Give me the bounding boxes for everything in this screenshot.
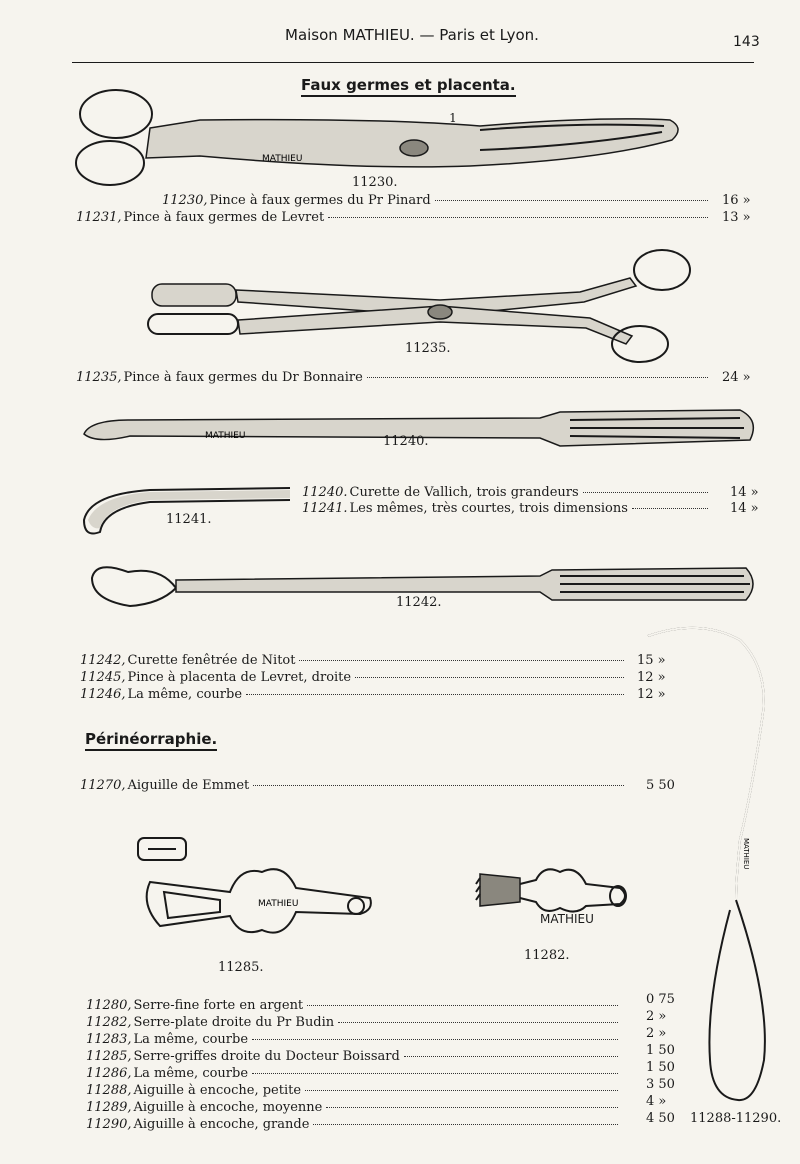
list-item [86, 1015, 622, 1031]
scale-numerator: 1 [449, 111, 457, 125]
entry-number: 11282, [86, 1015, 132, 1030]
leader-dots [305, 1090, 618, 1091]
entry-number: 11270, [80, 778, 126, 793]
entry-label: Curette fenêtrée de Nitot [127, 653, 296, 668]
leader-dots [338, 1022, 618, 1023]
entry-label: La même, courbe [133, 1032, 249, 1047]
leader-dots [252, 1039, 618, 1040]
list-item [86, 998, 622, 1014]
entry-label: Curette de Vallich, trois grandeurs [349, 485, 579, 500]
list-item [86, 1049, 622, 1065]
list-item [86, 1117, 622, 1133]
page-number: 143 [733, 34, 760, 50]
entry-label: Aiguille à encoche, grande [133, 1117, 310, 1132]
caption-11282: 11282. [524, 948, 570, 963]
engraving-mathieu-2: MATHIEU [205, 431, 246, 441]
entry-price: 15 » [637, 653, 666, 668]
leader-dots [404, 1056, 618, 1057]
entry-price: 2 » [646, 1009, 667, 1024]
entry-number: 11231, [76, 210, 122, 225]
entry-number: 11289, [86, 1100, 132, 1115]
entry-price: 12 » [637, 670, 666, 685]
caption-11285 [218, 960, 264, 975]
entry-number: 11280, [86, 998, 132, 1013]
entry-label: Pince à faux germes du Pr Pinard [209, 193, 431, 208]
entry-number: 11241. [302, 501, 348, 516]
engraving-mathieu-1: MATHIEU [262, 154, 303, 164]
entry-label: Serre-plate droite du Pr Budin [133, 1015, 335, 1030]
entry-price: 14 » [730, 485, 759, 500]
entry-label: Pince à faux germes de Levret [123, 210, 325, 225]
entry-number: 11286, [86, 1066, 132, 1081]
entry-label: Aiguille à encoche, petite [133, 1083, 302, 1098]
caption-11288-11290: 11288-11290. [690, 1111, 782, 1126]
entry-label: Serre-fine forte en argent [133, 998, 304, 1013]
entry-number: 11245, [80, 670, 126, 685]
entry-price: 4 » [646, 1094, 667, 1109]
entry-price: 3 50 [646, 1077, 675, 1092]
entry-label: Serre-griffes droite du Docteur Boissard [133, 1049, 400, 1064]
entry-number: 11288, [86, 1083, 132, 1098]
leader-dots [313, 1124, 618, 1125]
page-header-title: Maison MATHIEU. — Paris et Lyon. [285, 26, 539, 44]
entry-number: 11230, [162, 193, 208, 208]
entry-price: 1 50 [646, 1060, 675, 1075]
caption-11240: 11240. [383, 434, 429, 449]
entry-label: La même, courbe [133, 1066, 249, 1081]
caption-11285-text: 11285. [218, 960, 264, 975]
entry-price: 13 » [722, 210, 751, 225]
caption-11241: 11241. [166, 512, 212, 527]
leader-dots [252, 1073, 618, 1074]
caption-11230: 11230. [352, 175, 398, 190]
section-title-faux-germes: Faux germes et placenta. [301, 76, 516, 97]
entry-price: 12 » [637, 687, 666, 702]
list-item [86, 1083, 622, 1099]
entry-price: 2 » [646, 1026, 667, 1041]
engraving-mathieu-4: MATHIEU [258, 899, 299, 909]
entry-label: Pince à faux germes du Dr Bonnaire [123, 370, 363, 385]
engraving-mathieu-3: MATHIEU [742, 838, 750, 870]
entry-label: La même, courbe [127, 687, 243, 702]
entry-price: 4 50 [646, 1111, 675, 1126]
entry-number: 11285, [86, 1049, 132, 1064]
entry-number: 11283, [86, 1032, 132, 1047]
entry-price: 16 » [722, 193, 751, 208]
caption-11235: 11235. [405, 341, 451, 356]
entry-label: Aiguille à encoche, moyenne [133, 1100, 323, 1115]
list-item [86, 1032, 622, 1048]
entry-price: 24 » [722, 370, 751, 385]
section-title-perineorraphie: Périnéorraphie. [85, 730, 217, 751]
engraving-mathieu-11282: MATHIEU [540, 912, 594, 926]
leader-dots [326, 1107, 618, 1108]
entry-number: 11235, [76, 370, 122, 385]
entry-label: Pince à placenta de Levret, droite [127, 670, 352, 685]
leader-dots [307, 1005, 618, 1006]
entry-number: 11240. [302, 485, 348, 500]
list-item [86, 1100, 622, 1116]
entry-number: 11246, [80, 687, 126, 702]
entry-number: 11290, [86, 1117, 132, 1132]
entry-price: 5 50 [646, 778, 675, 793]
entry-price: 1 50 [646, 1043, 675, 1058]
caption-11242: 11242. [396, 595, 442, 610]
entry-price: 14 » [730, 501, 759, 516]
entry-label: Les mêmes, très courtes, trois dimensions [349, 501, 628, 516]
entry-price: 0 75 [646, 992, 675, 1007]
list-item [86, 1066, 622, 1082]
entry-number: 11242, [80, 653, 126, 668]
entry-label: Aiguille de Emmet [127, 778, 250, 793]
